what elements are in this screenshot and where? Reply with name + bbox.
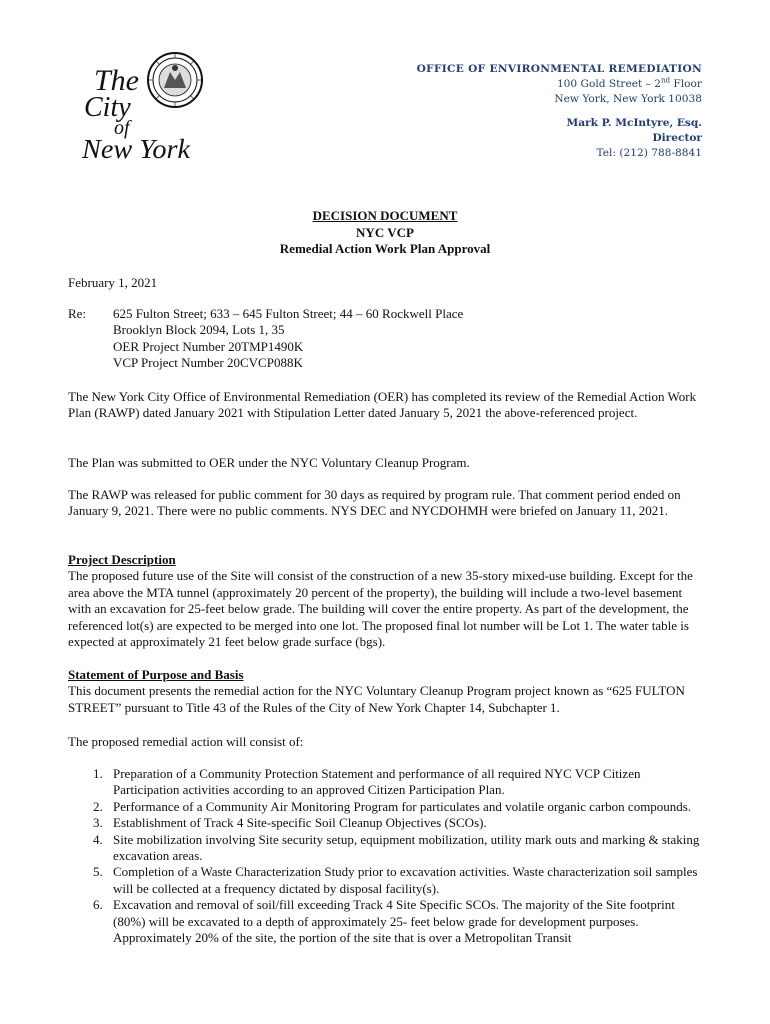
re-block [68,306,708,372]
list-item-number: 4. [93,831,103,847]
heading-program: NYC VCP [356,224,414,240]
logo-new-york: New York [80,134,192,164]
list-item-number: 2. [93,798,103,814]
list-item-number: 5. [93,864,103,880]
section-title: Statement of Purpose and Basis [68,667,244,682]
director-title: Director [652,132,702,144]
heading-title: DECISION DOCUMENT [312,208,458,223]
list-item-text: Performance of a Community Air Monitoring Program for particulates and volatile organic carbon compounds. [113,798,692,814]
list-item-number: 3. [93,815,103,831]
nyc-logo [80,50,205,165]
remedial-intro: The proposed remedial action will consist of: [68,734,304,749]
remedial-action-list [68,766,708,946]
section-text: This document presents the remedial action for the NYC Voluntary Cleanup Program project known as “625 FULTON STREET” pursuant to Title 43 of the Rules of the City of New York Chapter 14, Subchapter 1. [68,683,685,715]
re-line: Brooklyn Block 2094, Lots 1, 35 [113,322,285,338]
director-name: Mark P. McIntyre, Esq. [566,117,702,129]
list-item [68,815,708,831]
address-line-2: New York, New York 10038 [554,93,702,105]
list-item-number: 1. [93,766,103,781]
logo-city: City [84,92,131,123]
paragraph-submitted: The Plan was submitted to OER under the NYC Voluntary Cleanup Program. [68,455,470,470]
document-date: February 1, 2021 [68,275,158,290]
heading-subtitle: Remedial Action Work Plan Approval [279,241,491,256]
document-heading [0,208,770,258]
list-item-number: 6. [93,897,103,913]
list-item [68,832,708,865]
list-item-text: Site mobilization involving Site security setup, equipment mobilization, utility mark outs and marking & staking excavation areas. [113,831,700,864]
logo-of: of [114,117,130,139]
list-item-text: Excavation and removal of soil/fill exceeding Track 4 Site Specific SCOs. The majority of the Site footprint (80%) will be excavated to a depth of approximately 25- feet below grade for development purposes. Approximately 20% of the site, the portion of the site that is over a Metropolitan Transit [113,897,675,946]
list-item [68,799,708,815]
logo-the: The [94,64,139,97]
office-name: OFFICE OF ENVIRONMENTAL REMEDIATION [416,63,702,75]
re-label: Re: [68,306,87,321]
telephone: Tel: (212) 788-8841 [596,147,702,159]
paragraph-public-comment: The RAWP was released for public comment for 30 days as required by program rule. That comment period ended on January 9, 2021. There were no public comments. NYS DEC and NYCDOHMH were briefed on January 11, 2021. [68,487,681,519]
nyc-seal-icon [80,50,205,165]
list-item-text: Completion of a Waste Characterization Study prior to excavation activities. Waste characterization soil samples will be collected at a frequency dictated by disposal facility(s). [113,864,698,896]
re-line: 625 Fulton Street; 633 – 645 Fulton Street; 44 – 60 Rockwell Place [113,306,464,321]
project-description-section [68,552,708,650]
address-line-1: 100 Gold Street – 2nd Floor [556,76,702,90]
section-title: Project Description [68,552,176,567]
re-line: OER Project Number 20TMP1490K [113,338,304,354]
purpose-section [68,667,708,716]
re-line: VCP Project Number 20CVCP088K [113,355,303,371]
list-item [68,897,708,946]
section-text: The proposed future use of the Site will consist of the construction of a new 35-story mixed-use building. Except for the area above the MTA tunnel (approximately 20 percent of the property), the building will include a two-level basement with an excavation for 25-feet below grade. The building will cover the entire property. As part of the development, the referenced lot(s) are expected to be merged into one lot. The proposed final lot number will be Lot 1. The water table is expected at approximately 21 feet below grade surface (bgs). [68,568,693,650]
list-item-text: Establishment of Track 4 Site-specific Soil Cleanup Objectives (SCOs). [113,815,487,831]
list-item-text: Preparation of a Community Protection Statement and performance of all required NYC VCP Citizen Participation activities according to an approved Citizen Participation Plan. [113,766,641,798]
list-item [68,864,708,897]
list-item [68,766,708,799]
letterhead [342,62,702,161]
paragraph-review: The New York City Office of Environmental Remediation (OER) has completed its review of the Remedial Action Work Plan (RAWP) dated January 2021 with Stipulation Letter dated January 5, 2021 the above-referenced project. [68,389,697,421]
